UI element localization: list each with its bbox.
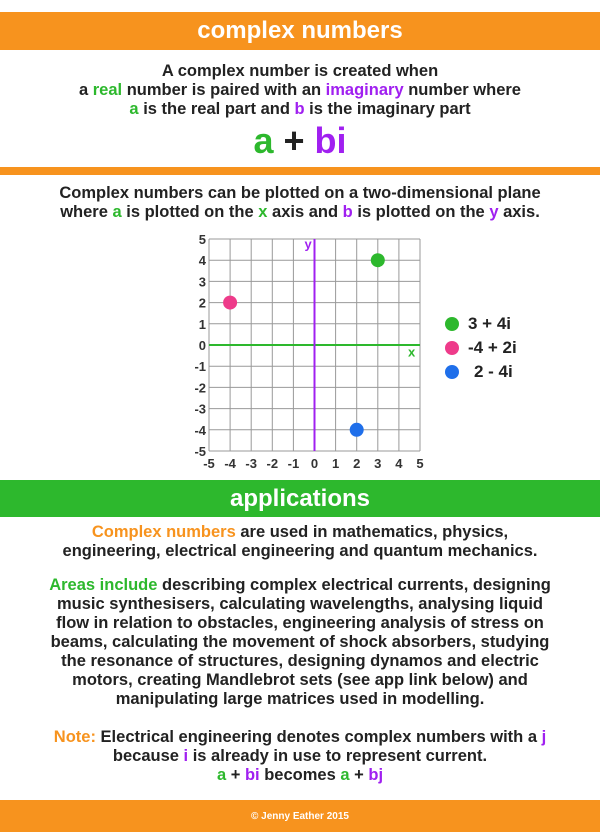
intro-line-2 (10, 81, 590, 100)
j-term: j (541, 728, 547, 746)
areas-text: describing complex electrical currents, designing (157, 576, 551, 594)
pink-dot-icon (445, 341, 459, 355)
applications-intro (10, 523, 590, 561)
note-line-2 (10, 747, 590, 766)
intro-line-3 (10, 100, 590, 119)
formula-a: a (253, 120, 274, 161)
x-tick-label: 3 (374, 456, 382, 471)
y-tick-label: 3 (198, 274, 206, 290)
formula-bi: bi (314, 120, 347, 161)
apps-text: are used in mathematics, physics, (235, 523, 509, 541)
a-term: a (112, 203, 122, 221)
plot-text: axis. (498, 203, 540, 221)
note-line-3 (10, 766, 590, 785)
note-text: because (112, 747, 184, 765)
blue-dot-icon (445, 365, 459, 379)
title-banner (0, 12, 600, 50)
x-axis-label: x (407, 344, 416, 360)
chart-ticks (194, 232, 423, 471)
y-axis-label: y (304, 236, 312, 252)
applications-banner (0, 480, 600, 517)
imaginary-term: imaginary (325, 81, 404, 99)
areas-line-7: manipulating large matrices used in modelling. (115, 690, 485, 708)
y-term: y (489, 203, 499, 221)
plot-text: where (60, 203, 113, 221)
plot-text: is plotted on the (352, 203, 490, 221)
areas-line-6: motors, creating Mandlebrot sets (see app link below) and (72, 671, 528, 689)
plot-text: is plotted on the (121, 203, 259, 221)
y-tick-label: 2 (198, 295, 206, 311)
divider-bar (0, 167, 600, 175)
a-term: a (340, 766, 350, 784)
legend-label: -4 + 2i (468, 338, 517, 357)
x-tick-label: -1 (287, 456, 300, 471)
y-tick-label: -4 (194, 422, 206, 438)
page-title: complex numbers (197, 17, 403, 44)
intro-text: is the imaginary part (304, 100, 471, 118)
real-term: real (92, 81, 123, 99)
a-term: a (129, 100, 139, 118)
intro-line-1: A complex number is created when (161, 62, 439, 80)
plus-sign: + (349, 766, 369, 784)
data-point (371, 253, 385, 267)
plot-text: axis and (267, 203, 343, 221)
x-tick-label: -3 (245, 456, 257, 471)
plot-line-1: Complex numbers can be plotted on a two-dimensional plane (59, 184, 541, 202)
bi-term: bi (244, 766, 260, 784)
note-text: Electrical engineering denotes complex numbers with a (95, 728, 542, 746)
legend-label: 3 + 4i (468, 314, 512, 333)
note-paragraph (10, 728, 590, 785)
becomes-text: becomes (259, 766, 341, 784)
x-tick-label: -5 (203, 456, 215, 471)
x-tick-label: 0 (310, 456, 319, 471)
x-tick-label: 5 (416, 456, 424, 471)
areas-line-1 (10, 576, 590, 595)
y-tick-label: 4 (198, 253, 206, 269)
applications-title: applications (229, 485, 371, 512)
plot-line-2 (10, 203, 590, 222)
x-tick-label: 2 (353, 456, 361, 471)
y-tick-label: -2 (194, 380, 206, 396)
copyright-text: © Jenny Eather 2015 (251, 811, 349, 822)
complex-numbers-term: Complex numbers (91, 523, 236, 541)
y-tick-label: -5 (194, 444, 206, 459)
intro-text: number is paired with an (122, 81, 326, 99)
x-tick-label: 1 (331, 456, 340, 471)
b-term: b (342, 203, 353, 221)
intro-text: number where (403, 81, 521, 99)
y-tick-label: 1 (198, 316, 206, 332)
note-line-1 (10, 728, 590, 747)
note-text: is already in use to represent current. (188, 747, 488, 765)
green-dot-icon (445, 317, 459, 331)
y-tick-label: -3 (194, 401, 206, 417)
formula-a-plus-bi (0, 120, 600, 162)
plus-sign: + (226, 766, 245, 784)
chart-axes (209, 237, 420, 451)
x-tick-label: 4 (395, 456, 403, 471)
x-tick-label: -2 (266, 456, 279, 471)
y-tick-label: 5 (198, 232, 206, 247)
i-term: i (183, 747, 189, 765)
x-tick-label: -4 (224, 456, 236, 471)
bj-term: bj (368, 766, 384, 784)
apps-line-2: engineering, electrical engineering and quantum mechanics. (62, 542, 538, 560)
legend-label: 2 - 4i (474, 362, 513, 381)
intro-text: is the real part and (138, 100, 295, 118)
areas-line-3: flow in relation to obstacles, engineering analysis of stress on (56, 614, 544, 632)
note-label: Note: (53, 728, 96, 746)
intro-text: a (79, 81, 93, 99)
apps-line-1 (10, 523, 590, 542)
areas-line-5: the resonance of structures, designing dynamos and electric (61, 652, 539, 670)
data-point (223, 296, 237, 310)
data-point (350, 423, 364, 437)
y-tick-label: -1 (194, 359, 206, 375)
footer-banner (0, 800, 600, 832)
areas-line-4: beams, calculating the movement of shock absorbers, studying (50, 633, 550, 651)
areas-include-term: Areas include (49, 576, 158, 594)
b-term: b (294, 100, 305, 118)
a-term: a (216, 766, 227, 784)
areas-paragraph (10, 576, 590, 709)
y-tick-label: 0 (198, 338, 206, 353)
formula-plus: + (273, 120, 315, 161)
areas-line-2: music synthesisers, calculating wavelengths, analysing liquid (57, 595, 543, 613)
x-term: x (258, 203, 268, 221)
intro-paragraph (10, 62, 590, 119)
plot-description (10, 184, 590, 222)
